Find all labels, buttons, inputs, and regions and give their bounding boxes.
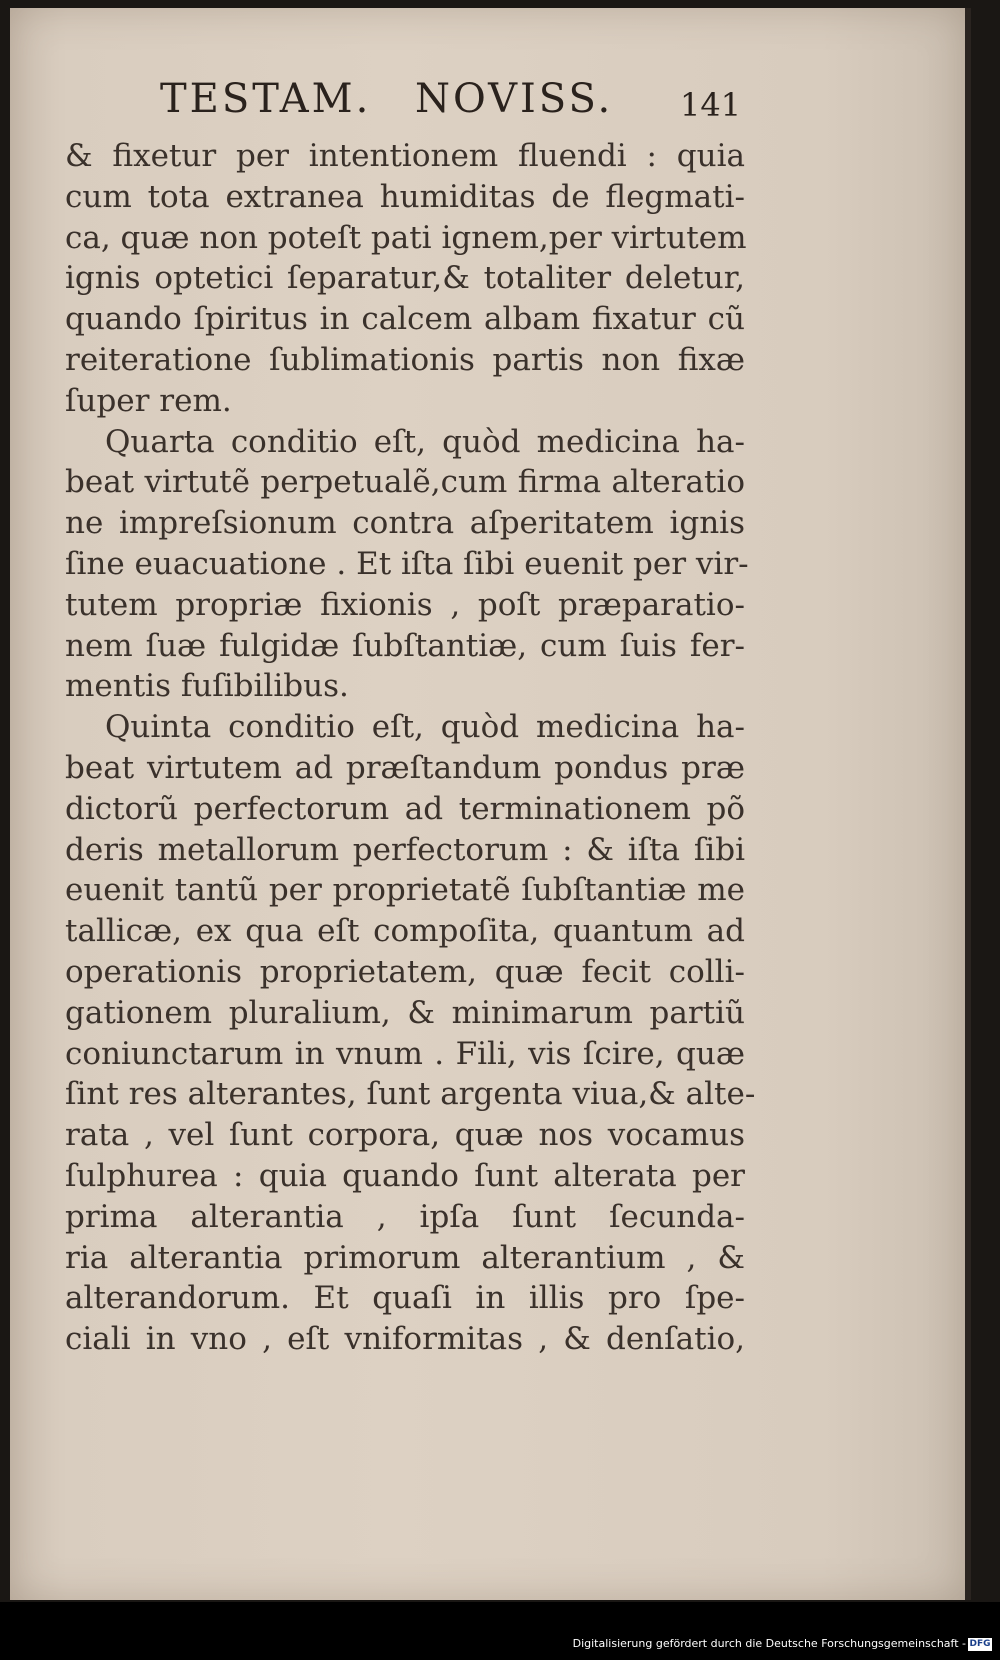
text-line: beat virtutem ad præſtandum pondus præ bbox=[65, 749, 745, 786]
text-line: nem ſuæ fulgidæ ſubſtantiæ, cum ſuis fer- bbox=[65, 627, 745, 664]
running-head-right: NOVISS. bbox=[415, 76, 614, 122]
page-edge bbox=[965, 8, 971, 1600]
text-line: ca, quæ non poteſt pati ignem,per virtutem bbox=[65, 219, 747, 256]
text-line: & fixetur per intentionem fluendi : quia bbox=[65, 138, 745, 174]
text-line: dictorũ perfectorum ad terminationem põ bbox=[65, 790, 745, 827]
dfg-logo: DFG bbox=[969, 1639, 991, 1649]
text-line: quando ſpiritus in calcem albam fixatur cũ bbox=[65, 301, 745, 338]
text-line: ſuper rem. bbox=[65, 382, 232, 419]
text-line: ignis optetici ſeparatur,& totaliter deletur, bbox=[65, 260, 745, 297]
text-line: cum tota extranea humiditas de flegmati- bbox=[65, 178, 745, 215]
text-line: ria alterantia primorum alterantium , & bbox=[65, 1239, 745, 1276]
running-head-left: TESTAM. bbox=[160, 76, 372, 122]
paragraph-start-line: Quarta conditio eſt, quòd medicina ha- bbox=[105, 423, 745, 460]
text-line: mentis fuſibilibus. bbox=[65, 668, 349, 705]
footer-bar bbox=[0, 1602, 1000, 1660]
text-line: operationis proprietatem, quæ fecit colli- bbox=[65, 953, 745, 990]
text-line: ne impreſsionum contra aſperitatem ignis bbox=[65, 505, 745, 542]
paragraph-start-line: Quinta conditio eſt, quòd medicina ha- bbox=[105, 709, 745, 746]
text-line: ciali in vno , eſt vniformitas , & denſatio, bbox=[65, 1321, 745, 1358]
text-line: coniunctarum in vnum . Fili, vis ſcire, quæ bbox=[65, 1035, 745, 1072]
text-line: tutem propriæ fixionis , poſt præparatio- bbox=[65, 586, 745, 623]
text-line: gationem pluralium, & minimarum partiũ bbox=[65, 994, 745, 1031]
book-page bbox=[10, 8, 965, 1600]
text-line: euenit tantũ per proprietatẽ ſubſtantiæ me bbox=[65, 872, 745, 909]
text-line: ſulphurea : quia quando ſunt alterata per bbox=[65, 1157, 745, 1194]
text-line: ſine euacuatione . Et iſta ſibi euenit per vir- bbox=[65, 545, 749, 582]
text-line: ſint res alterantes, ſunt argenta viua,& alte- bbox=[65, 1076, 756, 1113]
text-line: rata , vel ſunt corpora, quæ nos vocamus bbox=[65, 1117, 745, 1154]
text-line: alterandorum. Et quaſi in illis pro ſpe- bbox=[65, 1280, 745, 1317]
text-line: beat virtutẽ perpetualẽ,cum firma alteratio bbox=[65, 464, 745, 501]
funding-credit: Digitalisierung gefördert durch die Deutsche Forschungsgemeinschaft - bbox=[572, 1637, 966, 1650]
body-text bbox=[65, 136, 756, 1360]
page-number: 141 bbox=[680, 86, 742, 124]
text-line: tallicæ, ex qua eſt compoſita, quantum ad bbox=[65, 913, 745, 950]
text-line: prima alterantia , ipſa ſunt ſecunda- bbox=[65, 1198, 745, 1235]
text-line: deris metallorum perfectorum : & iſta ſibi bbox=[65, 831, 745, 868]
text-line: reiteratione ſublimationis partis non fixæ bbox=[65, 341, 745, 378]
